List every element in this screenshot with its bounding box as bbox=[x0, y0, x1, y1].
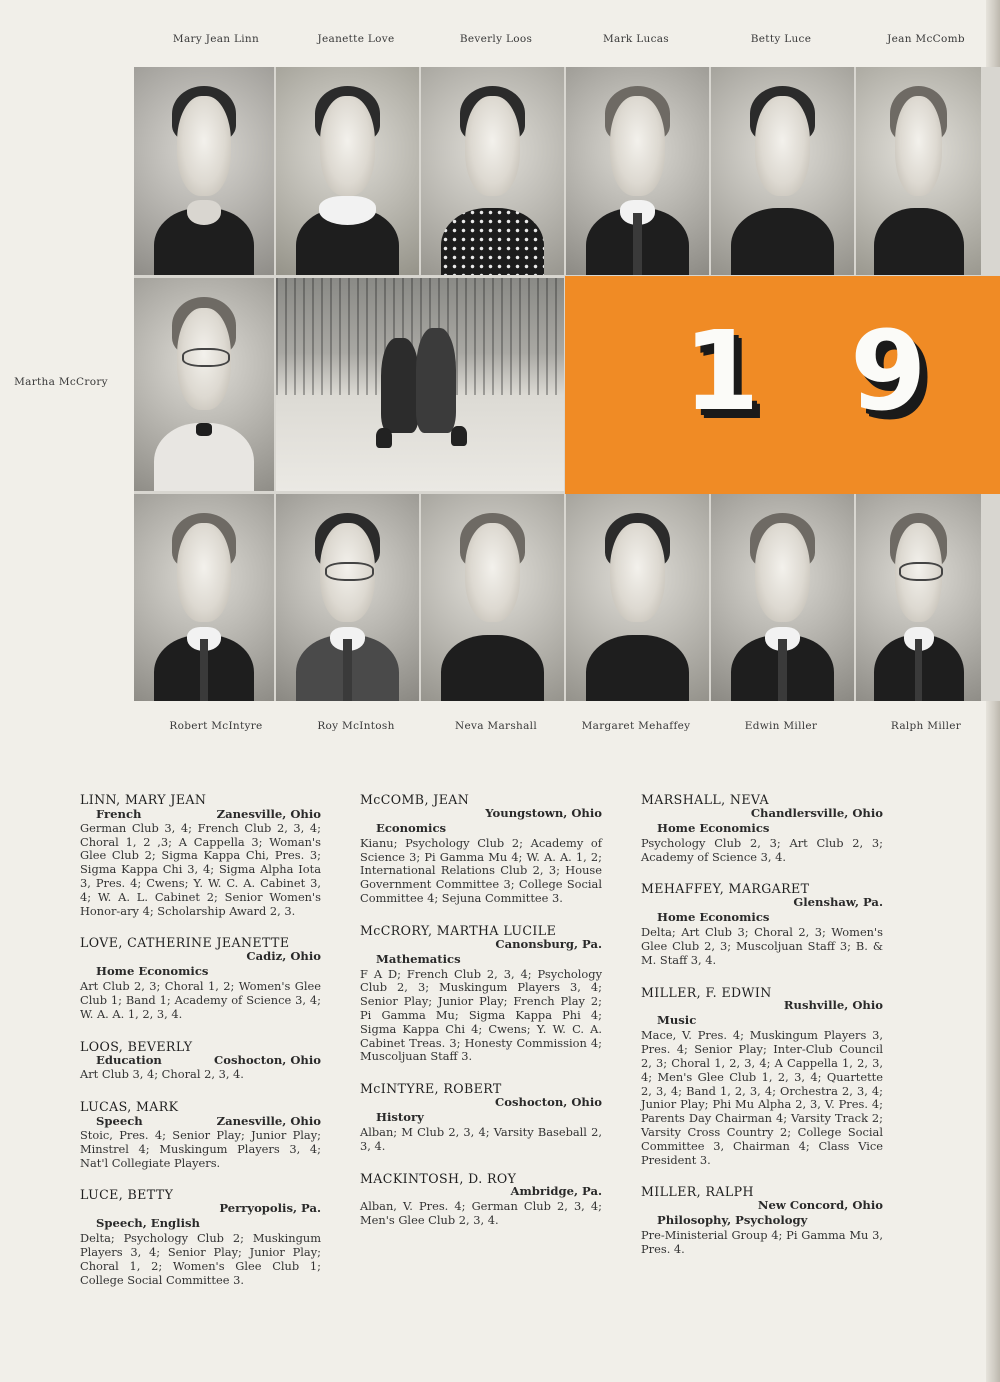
bio-major: History bbox=[376, 1109, 424, 1124]
bio-major: Speech bbox=[96, 1113, 143, 1128]
portrait-ralph-miller bbox=[856, 494, 981, 701]
bio-entry bbox=[80, 1100, 321, 1170]
bio-hometown: Zanesville, Ohio bbox=[216, 806, 321, 821]
bio-hometown: Coshocton, Ohio bbox=[214, 1053, 321, 1068]
portrait-mark-lucas bbox=[566, 67, 709, 275]
bio-hometown: Glenshaw, Pa. bbox=[793, 895, 883, 910]
bio-name: MILLER, RALPH bbox=[641, 1184, 754, 1200]
bio-major: Philosophy, Psychology bbox=[657, 1213, 808, 1228]
photo-label-bottom-6: Ralph Miller bbox=[890, 720, 962, 732]
portrait-neva-marshall bbox=[421, 494, 564, 701]
portrait-betty-luce bbox=[711, 67, 854, 275]
photo-label-bottom-2: Roy McIntosh bbox=[317, 720, 395, 732]
bio-name: LOVE, CATHERINE JEANETTE bbox=[80, 935, 290, 951]
bio-hometown: New Concord, Ohio bbox=[757, 1198, 883, 1213]
bio-activities: German Club 3, 4; French Club 2, 3, 4; Choral 1, 2 ,3; A Cappella 3; Woman's Glee Club 2; Sigma Kappa Chi, Pres. 3; Sigma Kappa Chi 3, 4; Sigma Alpha Iota 3, Pres. 4; Cwens; Y. W. C. A. Cabinet 3, 4; W. A. L. Cabinet 2; Senior Women's Honor-ary 4; Scholarship Award 2, 3. bbox=[80, 820, 321, 918]
bio-activities: Mace, V. Pres. 4; Muskingum Players 3, Pres. 4; Senior Play; Inter-Club Council 2, 3; Choral 1, 2, 3, 4; A Cappella 1, 2, 3, 4; Men's Glee Club 1, 2, 3, 4; Quartette 2, 3, 4; Band 1, 2, 3, 4; Orchestra 2, 3, 4; Junior Play; Phi Mu Alpha 2, 3, V. Pres. 4; Parents Day Chairman 4; Varsity Track 2; Varsity Cross Country 2; College Social Committee 3, Chairman 4; Class Vice President 3. bbox=[641, 1028, 883, 1167]
photo-label-top-6: Jean McComb bbox=[887, 33, 965, 45]
bio-activities: Art Club 3, 4; Choral 2, 3, 4. bbox=[80, 1067, 244, 1082]
bio-activities: Stoic, Pres. 4; Senior Play; Junior Play; Minstrel 4; Muskingum Players 3, 4; Nat'l Collegiate Players. bbox=[80, 1127, 321, 1170]
banner-digit-1: 1 bbox=[683, 307, 760, 435]
bio-activities: Pre-Ministerial Group 4; Pi Gamma Mu 3, Pres. 4. bbox=[641, 1228, 883, 1256]
bio-name: McCOMB, JEAN bbox=[360, 792, 470, 807]
winter-candid-photo bbox=[276, 278, 564, 491]
bio-column-2 bbox=[360, 793, 602, 1246]
bio-name: MILLER, F. EDWIN bbox=[641, 984, 772, 1000]
bio-meta-row bbox=[80, 807, 321, 822]
bio-hometown: Cadiz, Ohio bbox=[246, 949, 321, 964]
bio-name: McCRORY, MARTHA LUCILE bbox=[360, 922, 557, 938]
portrait-martha-mccrory bbox=[134, 278, 274, 491]
bio-entry bbox=[80, 1188, 321, 1287]
bio-name: McINTYRE, ROBERT bbox=[360, 1081, 502, 1097]
photo-label-bottom-4: Margaret Mehaffey bbox=[581, 720, 691, 732]
bio-name: LINN, MARY JEAN bbox=[80, 792, 207, 807]
bio-column-3 bbox=[641, 793, 883, 1275]
photo-label-top-5: Betty Luce bbox=[750, 33, 812, 45]
bio-entry bbox=[641, 986, 883, 1168]
bio-major: Home Economics bbox=[657, 910, 770, 925]
bio-entry bbox=[360, 1082, 602, 1153]
bio-activities: Kianu; Psychology Club 2; Academy of Science 3; Pi Gamma Mu 4; W. A. A. 1, 2; International Relations Club 2, 3; House Government Committee 3; College Social Committee 4; Sejuna Committee 3. bbox=[360, 835, 602, 905]
bio-entry bbox=[641, 882, 883, 967]
bio-meta-row bbox=[80, 1114, 321, 1129]
bio-hometown: Rushville, Ohio bbox=[783, 998, 883, 1013]
portrait-jean-mccomb bbox=[856, 67, 981, 275]
portrait-beverly-loos bbox=[421, 67, 564, 275]
bio-major: Economics bbox=[376, 820, 447, 835]
bio-name: MEHAFFEY, MARGARET bbox=[641, 881, 810, 897]
bio-major: French bbox=[96, 806, 142, 821]
bio-major: Mathematics bbox=[376, 951, 461, 966]
portrait-edwin-miller bbox=[711, 494, 854, 701]
bio-hometown: Perryopolis, Pa. bbox=[219, 1201, 321, 1216]
portrait-robert-mcintyre bbox=[134, 494, 274, 701]
portrait-roy-mcintosh bbox=[276, 494, 419, 701]
bio-activities: Art Club 2, 3; Choral 1, 2; Women's Glee Club 1; Band 1; Academy of Science 3, 4; W. A. A. 1, 2, 3, 4. bbox=[80, 979, 321, 1021]
bio-name: MACKINTOSH, D. ROY bbox=[360, 1170, 517, 1186]
bio-name: LUCE, BETTY bbox=[80, 1187, 174, 1203]
bio-hometown: Coshocton, Ohio bbox=[495, 1094, 602, 1109]
bio-hometown: Canonsburg, Pa. bbox=[495, 936, 602, 951]
bio-activities: Delta; Psychology Club 2; Muskingum Players 3, 4; Senior Play; Junior Play; Choral 1, 2; Women's Glee Club 1; College Social Committee 3. bbox=[80, 1231, 321, 1287]
portrait-mary-jean-linn bbox=[134, 67, 274, 275]
bio-entry bbox=[80, 936, 321, 1021]
bio-entry bbox=[80, 1040, 321, 1083]
bio-major: Home Economics bbox=[96, 964, 209, 979]
bio-activities: Delta; Art Club 3; Choral 2, 3; Women's Glee Club 2, 3; Muscoljuan Staff 3; B. & M. Staff 3, 4. bbox=[641, 925, 883, 967]
photo-label-top-4: Mark Lucas bbox=[603, 33, 669, 45]
photo-label-top-3: Beverly Loos bbox=[459, 33, 533, 45]
bio-hometown: Ambridge, Pa. bbox=[510, 1184, 602, 1199]
bio-name: LOOS, BEVERLY bbox=[80, 1038, 193, 1054]
photo-label-top-1: Mary Jean Linn bbox=[172, 33, 260, 45]
bio-entry bbox=[641, 793, 883, 864]
bio-entry bbox=[641, 1185, 883, 1256]
photo-label-bottom-3: Neva Marshall bbox=[455, 720, 537, 732]
bio-activities: Psychology Club 2, 3; Art Club 2, 3; Academy of Science 3, 4. bbox=[641, 835, 883, 864]
bio-entry bbox=[360, 793, 602, 906]
bio-major: Music bbox=[657, 1013, 697, 1028]
bio-name: LUCAS, MARK bbox=[80, 1099, 179, 1115]
bio-hometown: Chandlersville, Ohio bbox=[750, 805, 883, 820]
bio-activities: Alban, V. Pres. 4; German Club 2, 3, 4; Men's Glee Club 2, 3, 4. bbox=[360, 1199, 602, 1228]
portrait-margaret-mehaffey bbox=[566, 494, 709, 701]
bio-column-1 bbox=[80, 793, 321, 1305]
photo-label-side: Martha McCrory bbox=[14, 376, 108, 388]
bio-entry bbox=[360, 924, 602, 1064]
bio-entry bbox=[80, 793, 321, 918]
bio-meta-row bbox=[80, 1053, 321, 1068]
photo-label-bottom-1: Robert McIntyre bbox=[169, 720, 263, 732]
bio-activities: Alban; M Club 2, 3, 4; Varsity Baseball 2, 3, 4. bbox=[360, 1124, 602, 1153]
bio-entry bbox=[360, 1172, 602, 1228]
bio-major: Home Economics bbox=[657, 820, 770, 835]
banner-digit-9: 9 bbox=[850, 307, 927, 435]
photo-label-bottom-5: Edwin Miller bbox=[744, 720, 818, 732]
bio-hometown: Youngstown, Ohio bbox=[485, 805, 602, 820]
bio-hometown: Zanesville, Ohio bbox=[216, 1113, 321, 1128]
year-banner bbox=[565, 276, 1000, 494]
bio-major: Education bbox=[96, 1053, 162, 1068]
photo-label-top-2: Jeanette Love bbox=[317, 33, 395, 45]
bio-activities: F A D; French Club 2, 3, 4; Psychology Club 2, 3; Muskingum Players 3, 4; Senior Play; Junior Play; French Play 2; Pi Gamma Mu; Sigma Kappa Phi 4; Sigma Kappa Chi 4; Cwens; Y. W. C. A. Cabinet Treas. 3; Honesty Commission 4; Muscoljuan Staff 3. bbox=[360, 966, 602, 1064]
bio-name: MARSHALL, NEVA bbox=[641, 792, 770, 807]
portrait-jeanette-love bbox=[276, 67, 419, 275]
bio-major: Speech, English bbox=[96, 1216, 200, 1231]
